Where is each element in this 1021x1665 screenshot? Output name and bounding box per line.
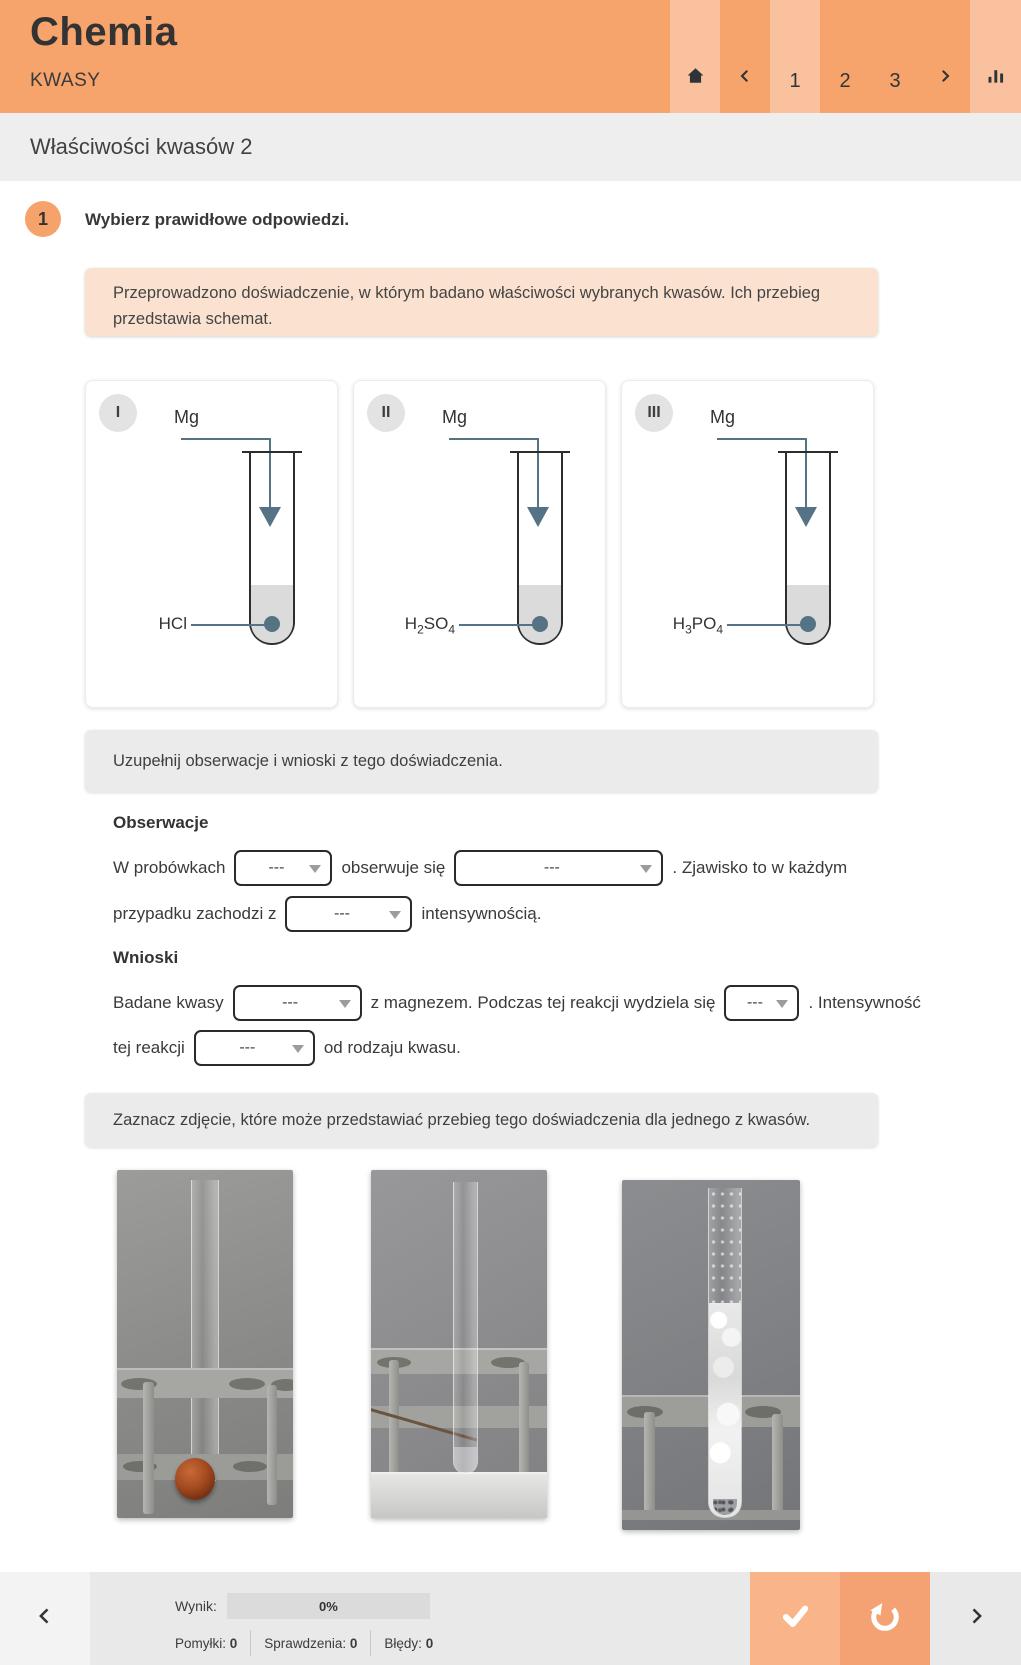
question-number-badge: 1 [25,201,61,237]
app-header [0,0,1021,113]
score-label: Wynik: [175,1598,217,1614]
divider [370,1630,371,1656]
app-subtitle: KWASY [30,70,101,91]
prev-exercise-button[interactable] [0,1572,90,1665]
header-nav [670,0,1021,113]
fill-instruction-text: Uzupełnij obserwacje i wnioski z tego doświadczenia. [113,751,503,770]
reagent-connector-line [449,438,539,440]
rack-leg [519,1362,529,1474]
nav-page-3[interactable] [870,0,920,113]
reset-exercise-button[interactable] [840,1572,930,1665]
conclusions-row-2 [113,1030,461,1066]
rack-leg [644,1412,655,1518]
page-number: 3 [889,70,901,92]
row-text: Badane kwasy [113,993,224,1012]
tube-liquid [454,1447,477,1473]
photo-option-2[interactable] [371,1170,547,1518]
dropdown-conclusion-dependency[interactable] [194,1030,315,1066]
rack-leg [143,1382,154,1514]
chevron-down-icon [776,1000,788,1008]
home-button[interactable] [670,0,720,113]
chevron-down-icon [389,911,401,919]
errors-counter: Błędy: 0 [384,1635,434,1651]
rack-leg [772,1414,783,1514]
observations-heading: Obserwacje [113,813,209,832]
reset-icon [867,1598,903,1639]
acid-liquid [519,585,561,643]
copper-wire-ball [175,1458,215,1500]
chevron-right-icon [936,66,954,91]
photo-test-tube [453,1182,478,1474]
score-value: 0% [318,1598,338,1614]
reagent-label: Mg [442,407,468,427]
check-icon [777,1598,813,1639]
rack-leg [267,1385,277,1505]
dropdown-value: --- [333,905,350,922]
acid-liquid [787,585,829,643]
reagent-connector-line [181,438,271,440]
dropdown-observation-phenomenon[interactable] [454,850,663,886]
question-prompt: Wybierz prawidłowe odpowiedzi. [85,210,350,229]
acid-liquid [251,585,293,643]
counter-row [175,1630,433,1656]
test-tube-diagram [785,453,831,645]
observations-row-2 [113,896,542,932]
dropdown-observation-intensity[interactable] [285,896,412,932]
reagent-label: Mg [174,407,200,427]
row-text: W probówkach [113,858,226,877]
row-text: tej reakcji [113,1038,185,1057]
checks-counter: Sprawdzenia: 0 [264,1635,358,1651]
photo-option-1[interactable] [117,1170,293,1518]
page-number: 1 [789,70,801,92]
results-button[interactable] [970,0,1021,113]
diagram-card-3 [621,380,874,708]
observations-row-1 [113,850,847,886]
photo-instruction-text: Zaznacz zdjęcie, które może przedstawiać przebieg tego doświadczenia dla jednego z kwasów. [113,1110,811,1129]
chevron-down-icon [292,1045,304,1053]
diagram-card-2 [353,380,606,708]
table-surface [371,1472,547,1518]
acid-formula: HCl [158,614,187,633]
acid-formula: $H_2SO_4$ [404,614,455,637]
page-title: Właściwości kwasów 2 [30,134,253,159]
fill-instruction-box [85,730,878,792]
nav-back-button[interactable] [720,0,770,113]
diagram-card-1 [85,380,338,708]
dropdown-value: --- [239,1039,256,1056]
chevron-down-icon [640,865,652,873]
next-exercise-button[interactable] [930,1572,1021,1665]
dropdown-value: --- [282,994,299,1011]
row-text: . Intensywność [808,993,921,1012]
mistakes-counter: Pomyłki: 0 [175,1635,238,1651]
conclusions-row-1 [113,985,921,1021]
divider [250,1630,251,1656]
row-text: przypadku zachodzi z [113,904,277,923]
row-text: . Zjawisko to w każdym [672,858,848,877]
test-tube-diagram [249,453,295,645]
score-progress-bar [227,1593,430,1619]
acid-connector-line [191,624,271,626]
test-tube-diagram [517,453,563,645]
nav-forward-button[interactable] [920,0,970,113]
home-icon [685,65,706,91]
page-number: 2 [839,70,851,92]
acid-connector-line [459,624,539,626]
reagent-label: Mg [710,407,736,427]
row-text: obserwuje się [341,858,446,877]
white-foam [709,1303,741,1517]
dropdown-observation-tubes[interactable] [234,850,332,886]
nav-page-1[interactable] [770,0,820,113]
chevron-down-icon [339,1000,351,1008]
bar-chart-icon [986,66,1006,91]
photo-option-3[interactable] [622,1180,800,1530]
row-text: intensywnością. [421,904,542,923]
page-title-bar [0,113,1021,181]
row-text: z magnezem. Podczas tej reakcji wydziela się [370,993,716,1012]
chevron-left-icon [736,66,754,91]
row-text: od rodzaju kwasu. [323,1038,461,1057]
diagram-numeral: I [99,394,137,432]
chevron-down-icon [309,865,321,873]
experiment-intro-box: Przeprowadzono doświadczenie, w którym badano właściwości wybranych kwasów. Ich przebieg przedstawia schemat. [85,268,878,336]
diagram-numeral: III [635,394,673,432]
dropdown-value: --- [543,859,560,876]
check-answers-button[interactable] [750,1572,840,1665]
reagent-connector-line [717,438,807,440]
diagram-numeral: II [367,394,405,432]
photo-test-tube [191,1180,219,1485]
nav-page-2[interactable] [820,0,870,113]
condensation-droplets [709,1188,741,1308]
score-row [175,1593,430,1619]
app-title: Chemia [30,10,178,54]
acid-connector-line [727,624,807,626]
dropdown-value: --- [746,994,763,1011]
photo-test-tube [708,1188,742,1518]
acid-formula: $H_3PO_4$ [672,614,723,637]
photo-instruction-box [85,1093,878,1147]
dropdown-value: --- [268,859,285,876]
chevron-right-icon [966,1605,986,1632]
chevron-left-icon [35,1605,55,1632]
conclusions-heading: Wnioski [113,948,179,967]
dropdown-conclusion-reaction[interactable] [233,985,362,1021]
dropdown-conclusion-gas[interactable] [724,985,799,1021]
